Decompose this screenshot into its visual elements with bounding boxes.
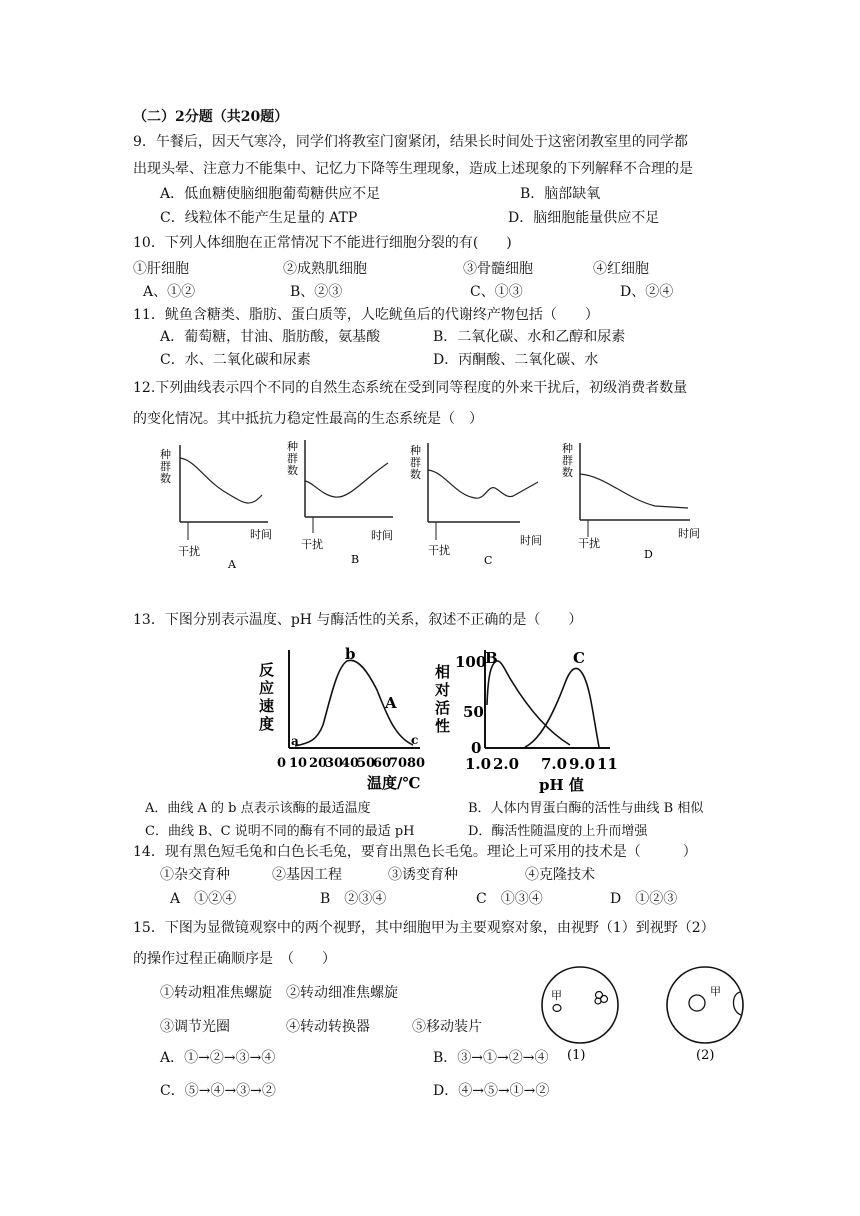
q10-item-1: ①肝细胞: [133, 261, 189, 277]
graph-a-marker: 干扰: [178, 545, 200, 558]
graph-a-ylabel-3: 数: [160, 472, 171, 485]
graph-c-ylabel-1: 种: [410, 444, 421, 457]
fig1-tick-50: 50: [357, 756, 376, 771]
q13-option-c: C．曲线 B、C 说明不同的酶有不同的最适 pH: [145, 824, 415, 839]
q12-graph-a: [150, 440, 280, 575]
q10-item-4: ④红细胞: [593, 261, 649, 277]
q13-option-a: A．曲线 A 的 b 点表示该酶的最适温度: [145, 801, 371, 816]
q13-fig-temperature: [255, 645, 435, 795]
fig1-tick-30: 30: [325, 756, 344, 771]
graph-c-marker: 干扰: [428, 544, 450, 557]
q14-item-1: ①杂交育种: [160, 867, 230, 883]
q15-option-d: D．④→⑤→①→②: [433, 1083, 550, 1099]
fig1-tick-70: 70: [389, 756, 408, 771]
fig1-point-a: a: [291, 734, 299, 748]
fig2-ytick-0: 0: [471, 739, 482, 757]
q11-option-b: B．二氧化碳、水和乙醇和尿素: [433, 329, 626, 345]
view1-cell-label: 甲: [551, 989, 562, 1002]
fig2-ylabel-2: 对: [435, 681, 451, 699]
q10-item-2: ②成熟肌细胞: [283, 261, 367, 277]
q13-option-d: D．酶活性随温度的上升而增强: [468, 824, 648, 839]
q10-option-c: C、①③: [470, 284, 523, 300]
q15-ops-line1: ①转动粗准焦螺旋 ②转动细准焦螺旋: [160, 985, 398, 1001]
q11-option-a: A．葡萄糖，甘油、脂肪酸，氨基酸: [160, 329, 381, 345]
q9-option-b: B．脑部缺氧: [520, 186, 601, 202]
graph-b-marker: 干扰: [301, 538, 323, 551]
graph-c-xlabel: 时间: [520, 534, 542, 547]
q10-option-a: A、①②: [143, 284, 196, 300]
fig1-tick-20: 20: [309, 756, 328, 771]
q9-option-c: C．线粒体不能产生足量的 ATP: [160, 210, 358, 226]
fig2-xtick-11: 11: [597, 755, 618, 773]
fig1-ylabel-1: 反: [259, 661, 275, 679]
section-header: （二）2分题（共20题）: [133, 109, 289, 125]
graph-d-label: D: [644, 548, 653, 561]
graph-a-ylabel-1: 种: [160, 448, 171, 461]
graph-b-label: B: [351, 553, 360, 566]
fig1-tick-0: 0: [277, 756, 287, 771]
graph-b-ylabel-2: 群: [287, 452, 298, 465]
microscope-view-2: [660, 965, 760, 1065]
graph-a-label: A: [228, 558, 236, 571]
fig2-xtick-7: 7.0: [541, 755, 568, 773]
graph-a-xlabel: 时间: [250, 528, 272, 541]
q14-option-d: D ①②③: [610, 891, 678, 907]
fig1-ylabel-4: 度: [259, 715, 275, 733]
q15-option-c: C．⑤→④→③→②: [160, 1083, 276, 1099]
fig1-tick-60: 60: [373, 756, 392, 771]
q14-option-a: A ①②④: [170, 891, 237, 907]
microscope-view-1: [535, 965, 625, 1065]
fig2-ylabel-4: 性: [435, 717, 451, 735]
q11-stem: 11．鱿鱼含糖类、脂肪、蛋白质等，人吃鱿鱼后的代谢终产物包括（ ）: [133, 307, 599, 323]
view2-label: (2): [696, 1048, 715, 1063]
q13-stem: 13．下图分别表示温度、pH 与酶活性的关系，叙述不正确的是（ ）: [133, 612, 583, 628]
q10-option-b: B、②③: [290, 284, 343, 300]
fig1-ylabel-2: 应: [259, 679, 275, 697]
view1-label: (1): [567, 1048, 586, 1063]
q12-stem-line1: 12.下列曲线表示四个不同的自然生态系统在受到同等程度的外来干扰后，初级消费者数量: [133, 380, 688, 396]
fig1-tick-40: 40: [341, 756, 360, 771]
view2-cell-label: 甲: [710, 985, 721, 998]
fig2-xtick-2: 2.0: [493, 755, 520, 773]
q9-stem-line1: 9．午餐后，因天气寒冷，同学们将教室门窗紧闭，结果长时间处于这密闭教室里的同学都: [133, 134, 688, 150]
fig2-ylabel-3: 活: [435, 699, 451, 717]
graph-b-ylabel-3: 数: [287, 464, 298, 477]
q14-option-c: C ①③④: [476, 891, 543, 907]
fig2-ytick-100: 100: [455, 653, 487, 671]
q14-option-b: B ②③④: [320, 891, 387, 907]
fig2-curve-b: B: [485, 649, 498, 667]
fig1-ylabel-3: 速: [259, 697, 275, 715]
fig1-xlabel: 温度/℃: [367, 774, 421, 792]
graph-c-label: C: [484, 554, 493, 567]
q15-option-b: B．③→①→②→④: [433, 1050, 549, 1066]
q14-item-4: ④克隆技术: [525, 867, 595, 883]
q9-option-d: D．脑细胞能量供应不足: [508, 210, 660, 226]
fig2-xlabel: pH 值: [539, 776, 584, 794]
fig2-ytick-50: 50: [463, 703, 484, 721]
q12-graph-b: [283, 435, 413, 570]
graph-b-ylabel-1: 种: [287, 440, 298, 453]
graph-d-ylabel-3: 数: [562, 466, 573, 479]
q14-item-2: ②基因工程: [272, 867, 342, 883]
fig2-xtick-1: 1.0: [465, 755, 492, 773]
fig1-tick-80: 80: [407, 756, 426, 771]
graph-d-xlabel: 时间: [678, 527, 700, 540]
fig1-point-c: c: [411, 733, 419, 747]
q12-graph-c: [410, 440, 555, 575]
q13-option-b: B．人体内胃蛋白酶的活性与曲线 B 相似: [468, 801, 704, 816]
graph-d-ylabel-1: 种: [562, 442, 573, 455]
fig2-curve-c: C: [573, 649, 585, 667]
q10-stem: 10．下列人体细胞在正常情况下不能进行细胞分裂的有( ): [133, 235, 512, 251]
q13-fig-ph: [435, 645, 625, 795]
graph-a-ylabel-2: 群: [160, 460, 171, 473]
q9-stem-line2: 出现头晕、注意力不能集中、记忆力下降等生理现象，造成上述现象的下列解释不合理的是: [133, 161, 693, 177]
q14-item-3: ③诱变育种: [388, 867, 458, 883]
fig1-tick-10: 10: [289, 756, 308, 771]
graph-b-xlabel: 时间: [371, 529, 393, 542]
q15-stem-line2: 的操作过程正确顺序是 （ ）: [133, 951, 336, 967]
q11-option-d: D．丙酮酸、二氧化碳、水: [433, 352, 599, 368]
q12-stem-line2: 的变化情况。其中抵抗力稳定性最高的生态系统是（ ）: [133, 411, 483, 427]
fig2-xtick-9: 9.0: [569, 755, 596, 773]
graph-c-ylabel-3: 数: [410, 468, 421, 481]
fig2-ylabel-1: 相: [435, 663, 451, 681]
q15-ops-line2: ③调节光圈 ④转动转换器 ⑤移动装片: [160, 1019, 482, 1035]
q10-item-3: ③骨髓细胞: [463, 261, 533, 277]
graph-c-ylabel-2: 群: [410, 456, 421, 469]
fig1-point-b: b: [345, 645, 356, 663]
q10-option-d: D、②④: [620, 284, 674, 300]
q15-stem-line1: 15．下图为显微镜观察中的两个视野，其中细胞甲为主要观察对象，由视野（1）到视野（2）: [133, 920, 715, 936]
graph-d-ylabel-2: 群: [562, 454, 573, 467]
fig1-curve-label: A: [385, 694, 397, 712]
q12-graph-d: [560, 440, 710, 570]
graph-d-marker: 干扰: [578, 537, 600, 550]
q14-stem: 14．现有黑色短毛兔和白色长毛兔，要育出黑色长毛兔。理论上可采用的技术是（ ）: [133, 844, 697, 860]
q9-option-a: A．低血糖使脑细胞葡萄糖供应不足: [160, 186, 381, 202]
q11-option-c: C．水、二氧化碳和尿素: [160, 352, 311, 368]
q15-option-a: A．①→②→③→④: [160, 1050, 276, 1066]
